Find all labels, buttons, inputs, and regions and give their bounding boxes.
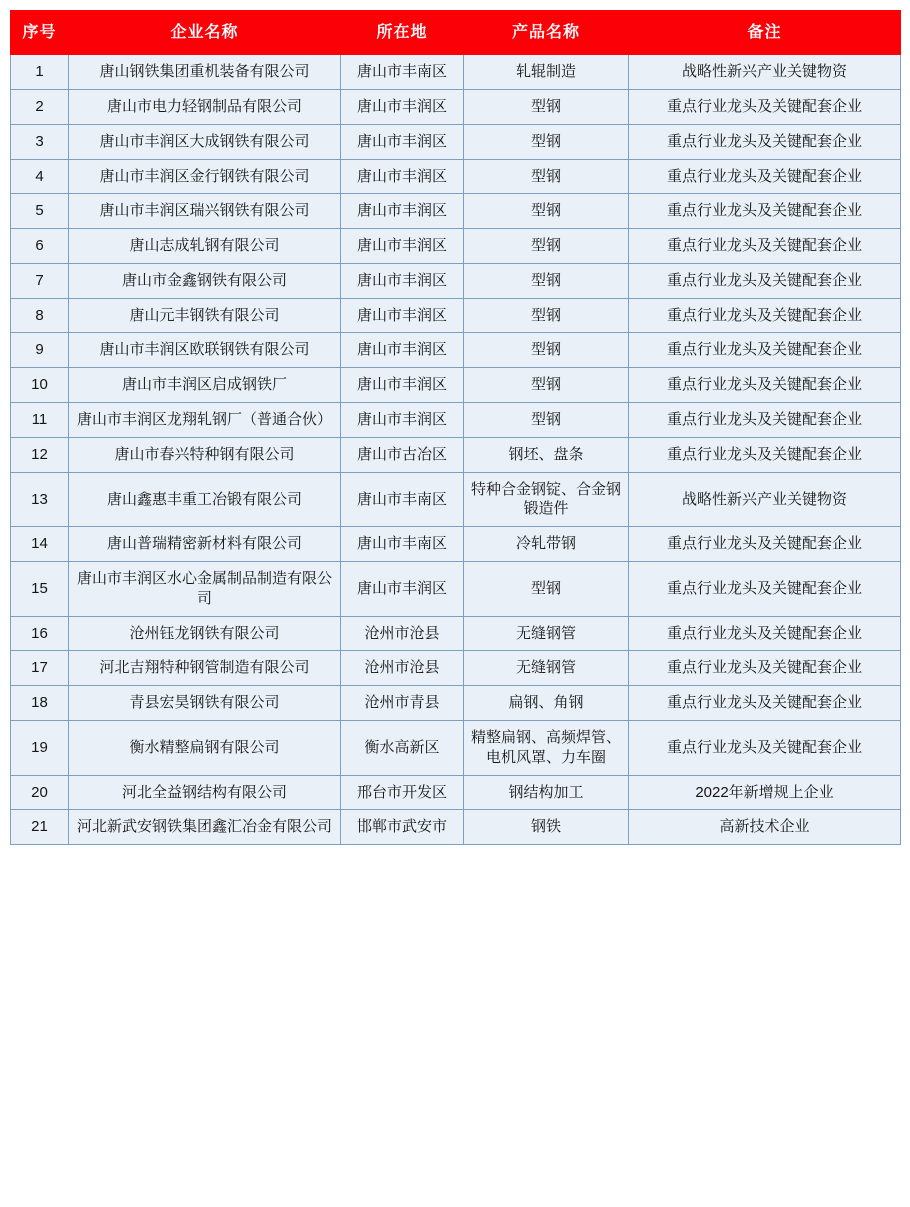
cell-remark: 2022年新增规上企业 [629,775,901,810]
cell-index: 8 [11,298,69,333]
cell-company-name: 河北全益钢结构有限公司 [69,775,341,810]
cell-index: 5 [11,194,69,229]
cell-location: 唐山市丰润区 [341,368,464,403]
cell-index: 18 [11,686,69,721]
table-row [11,263,901,298]
cell-company-name: 唐山市丰润区欧联钢铁有限公司 [69,333,341,368]
cell-company-name: 青县宏昊钢铁有限公司 [69,686,341,721]
cell-product-name: 无缝钢管 [464,651,629,686]
cell-index: 11 [11,403,69,438]
cell-company-name: 河北吉翔特种钢管制造有限公司 [69,651,341,686]
cell-product-name: 型钢 [464,368,629,403]
cell-company-name: 衡水精整扁钢有限公司 [69,721,341,776]
column-header-company-name: 企业名称 [69,11,341,55]
enterprise-list-table [10,10,901,845]
table-row [11,124,901,159]
cell-index: 7 [11,263,69,298]
cell-location: 唐山市丰润区 [341,263,464,298]
cell-company-name: 唐山市丰润区瑞兴钢铁有限公司 [69,194,341,229]
cell-index: 9 [11,333,69,368]
cell-company-name: 唐山市丰润区金行钢铁有限公司 [69,159,341,194]
cell-index: 20 [11,775,69,810]
cell-index: 21 [11,810,69,845]
cell-remark: 重点行业龙头及关键配套企业 [629,651,901,686]
cell-location: 邯郸市武安市 [341,810,464,845]
cell-remark: 重点行业龙头及关键配套企业 [629,194,901,229]
cell-location: 沧州市青县 [341,686,464,721]
cell-remark: 重点行业龙头及关键配套企业 [629,721,901,776]
cell-location: 唐山市丰南区 [341,472,464,527]
cell-remark: 重点行业龙头及关键配套企业 [629,616,901,651]
cell-product-name: 型钢 [464,194,629,229]
cell-remark: 重点行业龙头及关键配套企业 [629,229,901,264]
cell-product-name: 钢铁 [464,810,629,845]
cell-product-name: 型钢 [464,89,629,124]
cell-company-name: 唐山普瑞精密新材料有限公司 [69,527,341,562]
cell-location: 衡水高新区 [341,721,464,776]
cell-remark: 高新技术企业 [629,810,901,845]
cell-location: 唐山市丰润区 [341,562,464,617]
cell-product-name: 钢结构加工 [464,775,629,810]
cell-index: 13 [11,472,69,527]
cell-product-name: 精整扁钢、高频焊管、电机风罩、力车圈 [464,721,629,776]
cell-location: 唐山市丰润区 [341,194,464,229]
cell-remark: 重点行业龙头及关键配套企业 [629,368,901,403]
cell-product-name: 轧辊制造 [464,55,629,90]
cell-location: 唐山市丰南区 [341,55,464,90]
cell-company-name: 唐山志成轧钢有限公司 [69,229,341,264]
cell-location: 唐山市丰润区 [341,298,464,333]
table-header-row [11,11,901,55]
cell-remark: 重点行业龙头及关键配套企业 [629,298,901,333]
cell-location: 唐山市丰润区 [341,159,464,194]
cell-product-name: 型钢 [464,298,629,333]
cell-company-name: 唐山鑫惠丰重工冶锻有限公司 [69,472,341,527]
cell-remark: 重点行业龙头及关键配套企业 [629,333,901,368]
table-row [11,159,901,194]
table-row [11,810,901,845]
column-header-remark: 备注 [629,11,901,55]
cell-remark: 战略性新兴产业关键物资 [629,55,901,90]
cell-index: 1 [11,55,69,90]
cell-location: 唐山市古冶区 [341,437,464,472]
cell-index: 3 [11,124,69,159]
table-row [11,229,901,264]
table-row [11,437,901,472]
cell-product-name: 型钢 [464,124,629,159]
cell-index: 19 [11,721,69,776]
cell-index: 16 [11,616,69,651]
column-header-index: 序号 [11,11,69,55]
table-row [11,194,901,229]
cell-company-name: 唐山市丰润区龙翔轧钢厂（普通合伙） [69,403,341,438]
cell-location: 唐山市丰润区 [341,89,464,124]
cell-location: 唐山市丰南区 [341,527,464,562]
cell-remark: 重点行业龙头及关键配套企业 [629,159,901,194]
cell-remark: 重点行业龙头及关键配套企业 [629,403,901,438]
cell-company-name: 沧州钰龙钢铁有限公司 [69,616,341,651]
cell-product-name: 无缝钢管 [464,616,629,651]
column-header-location: 所在地 [341,11,464,55]
cell-product-name: 型钢 [464,333,629,368]
cell-location: 唐山市丰润区 [341,333,464,368]
cell-location: 唐山市丰润区 [341,403,464,438]
cell-product-name: 型钢 [464,263,629,298]
cell-remark: 重点行业龙头及关键配套企业 [629,437,901,472]
cell-index: 6 [11,229,69,264]
cell-company-name: 唐山市金鑫钢铁有限公司 [69,263,341,298]
cell-product-name: 冷轧带钢 [464,527,629,562]
table-row [11,686,901,721]
table-row [11,89,901,124]
table-row [11,333,901,368]
cell-company-name: 唐山元丰钢铁有限公司 [69,298,341,333]
cell-location: 唐山市丰润区 [341,124,464,159]
table-row [11,403,901,438]
table-row [11,527,901,562]
cell-company-name: 唐山市丰润区大成钢铁有限公司 [69,124,341,159]
cell-product-name: 型钢 [464,159,629,194]
cell-location: 唐山市丰润区 [341,229,464,264]
cell-product-name: 扁钢、角钢 [464,686,629,721]
cell-index: 12 [11,437,69,472]
table-header [11,11,901,55]
table-row [11,55,901,90]
table-row [11,298,901,333]
table-row [11,472,901,527]
cell-remark: 战略性新兴产业关键物资 [629,472,901,527]
table-row [11,562,901,617]
cell-remark: 重点行业龙头及关键配套企业 [629,89,901,124]
table-row [11,775,901,810]
table-row [11,651,901,686]
cell-company-name: 唐山钢铁集团重机装备有限公司 [69,55,341,90]
cell-index: 14 [11,527,69,562]
cell-remark: 重点行业龙头及关键配套企业 [629,124,901,159]
cell-product-name: 型钢 [464,229,629,264]
cell-location: 邢台市开发区 [341,775,464,810]
cell-company-name: 唐山市电力轻钢制品有限公司 [69,89,341,124]
cell-location: 沧州市沧县 [341,651,464,686]
table-row [11,721,901,776]
cell-company-name: 河北新武安钢铁集团鑫汇冶金有限公司 [69,810,341,845]
cell-index: 10 [11,368,69,403]
cell-product-name: 型钢 [464,562,629,617]
table-row [11,368,901,403]
table-body [11,55,901,845]
cell-location: 沧州市沧县 [341,616,464,651]
cell-index: 15 [11,562,69,617]
table-row [11,616,901,651]
cell-index: 2 [11,89,69,124]
cell-remark: 重点行业龙头及关键配套企业 [629,263,901,298]
cell-product-name: 特种合金钢锭、合金钢锻造件 [464,472,629,527]
cell-index: 4 [11,159,69,194]
cell-product-name: 钢坯、盘条 [464,437,629,472]
cell-remark: 重点行业龙头及关键配套企业 [629,686,901,721]
cell-company-name: 唐山市丰润区启成钢铁厂 [69,368,341,403]
column-header-product-name: 产品名称 [464,11,629,55]
cell-product-name: 型钢 [464,403,629,438]
cell-company-name: 唐山市丰润区水心金属制品制造有限公司 [69,562,341,617]
cell-index: 17 [11,651,69,686]
cell-remark: 重点行业龙头及关键配套企业 [629,527,901,562]
cell-company-name: 唐山市春兴特种钢有限公司 [69,437,341,472]
cell-remark: 重点行业龙头及关键配套企业 [629,562,901,617]
